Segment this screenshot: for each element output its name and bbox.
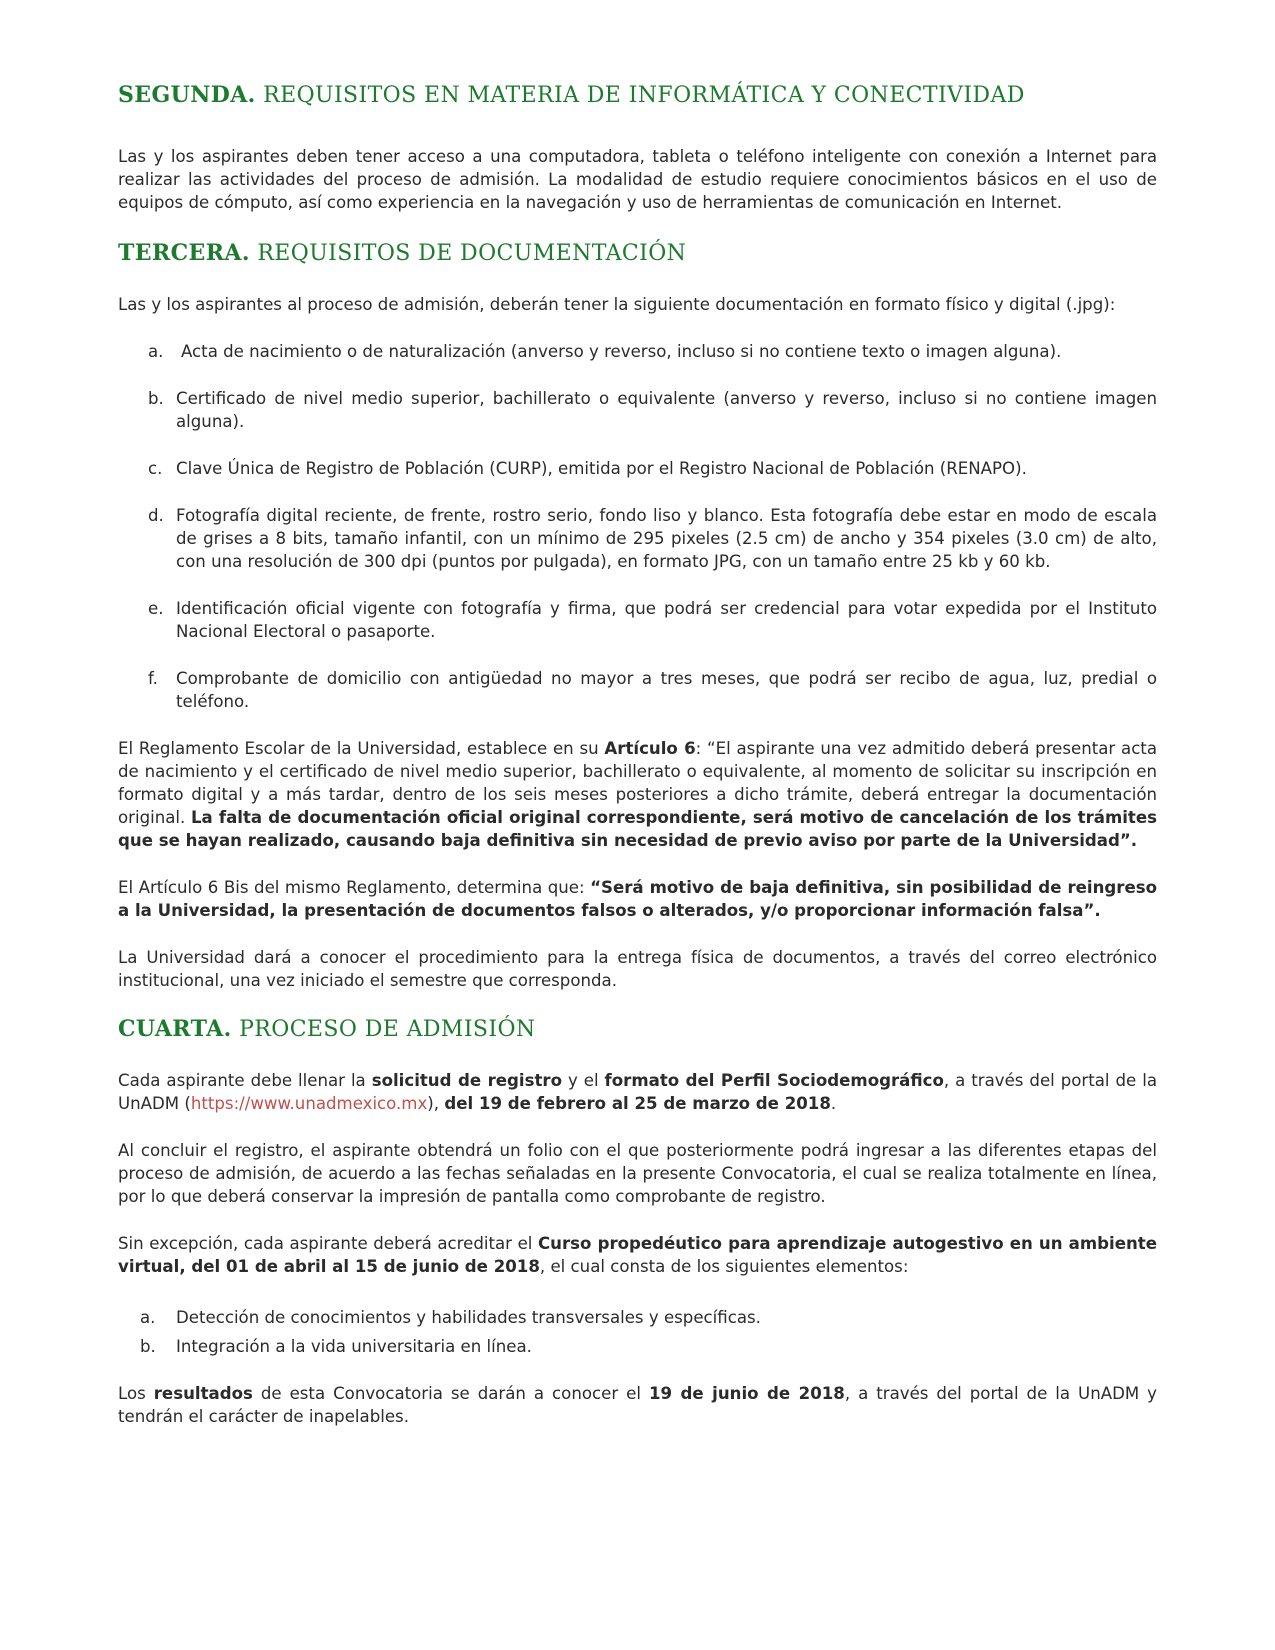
section-lead: SEGUNDA. <box>118 82 256 108</box>
list-item <box>118 1306 1157 1329</box>
paragraph-entrega-documentos: La Universidad dará a conocer el procedimiento para la entrega física de documentos, a través del correo electrónico institucional, una vez iniciado el semestre que corresponda. <box>118 948 1157 990</box>
bold-run: “Será motivo de baja definitiva, sin posibilidad de reingreso a la Universidad, la presentación de documentos falsos o alterados, y/o proporcionar información falsa”. <box>118 878 1157 920</box>
section-title-text: REQUISITOS EN MATERIA DE INFORMÁTICA Y CONECTIVIDAD <box>263 83 1025 108</box>
list-item-text: Certificado de nivel medio superior, bachillerato o equivalente (anverso y reverso, incluso si no contiene imagen alguna). <box>176 389 1157 431</box>
section-lead: TERCERA. <box>118 240 250 266</box>
bold-run: Artículo 6 <box>604 739 696 758</box>
bold-run: Curso propedéutico para aprendizaje autogestivo en un ambiente virtual, del 01 de abril al 15 de junio de 2018 <box>118 1234 1157 1276</box>
bold-run: del 19 de febrero al 25 de marzo de 2018 <box>444 1094 831 1113</box>
paragraph-curso-propedeutico <box>118 1232 1157 1278</box>
section-title-tercera <box>118 238 1157 269</box>
text-run: Cada aspirante debe llenar la <box>118 1071 372 1090</box>
curso-elements-list <box>118 1306 1157 1358</box>
text-run: . <box>830 1094 837 1113</box>
bold-run: 19 de junio de 2018 <box>648 1384 845 1403</box>
list-item <box>118 340 1157 363</box>
text-run: ), <box>427 1094 445 1113</box>
paragraph-registro <box>118 1069 1157 1115</box>
list-item <box>118 667 1157 713</box>
paragraph-folio: Al concluir el registro, el aspirante obtendrá un folio con el que posteriormente podrá ingresar a las diferentes etapas del proceso de admisión, de acuerdo a las fechas señaladas en la presente Convocatoria, el cual se realiza totalmente en línea, por lo que deberá conservar la impresión de pantalla como comprobante de registro. <box>118 1141 1157 1206</box>
list-marker: e. <box>148 599 164 618</box>
list-item-text: Fotografía digital reciente, de frente, rostro serio, fondo liso y blanco. Esta fotografía debe estar en modo de escala de grises a 8 bits, tamaño infantil, con un mínimo de 295 pixeles (2.5 cm) de ancho y 354 pixeles (3.0 cm) de alto, con una resolución de 300 dpi (puntos por pulgada), en formato JPG, con un tamaño entre 25 kb y 60 kb. <box>176 506 1157 571</box>
paragraph-conectividad: Las y los aspirantes deben tener acceso a una computadora, tableta o teléfono inteligente con conexión a Internet para realizar las actividades del proceso de admisión. La modalidad de estudio requiere conocimientos básicos en el uso de equipos de cómputo, así como experiencia en la navegación y uso de herramientas de comunicación en Internet. <box>118 147 1157 212</box>
list-item-text: Detección de conocimientos y habilidades transversales y específicas. <box>176 1308 761 1327</box>
unadm-portal-link[interactable]: https://www.unadmexico.mx <box>190 1094 428 1113</box>
text-run: y el <box>561 1071 605 1090</box>
list-marker: a. <box>148 342 164 361</box>
list-marker: f. <box>148 669 158 688</box>
list-marker: c. <box>148 459 163 478</box>
list-item <box>118 387 1157 433</box>
list-item-text: Clave Única de Registro de Población (CURP), emitida por el Registro Nacional de Población (RENAPO). <box>176 459 1027 478</box>
text-run: , a través del portal de la UnADM ( <box>118 1071 1157 1113</box>
text-run: Los <box>118 1384 154 1403</box>
bold-run: solicitud de registro <box>371 1071 562 1090</box>
paragraph-articulo-6-bis <box>118 876 1157 922</box>
text-run: de esta Convocatoria se darán a conocer el <box>252 1384 649 1403</box>
text-run: El Artículo 6 Bis del mismo Reglamento, determina que: <box>118 878 591 897</box>
list-item-text: Comprobante de domicilio con antigüedad no mayor a tres meses, que podrá ser recibo de agua, luz, predial o teléfono. <box>176 669 1157 711</box>
text-run: , a través del portal de la UnADM y tendrán el carácter de inapelables. <box>118 1384 1157 1426</box>
list-item <box>118 597 1157 643</box>
list-item-text: Identificación oficial vigente con fotografía y firma, que podrá ser credencial para votar expedida por el Instituto Nacional Electoral o pasaporte. <box>176 599 1157 641</box>
section-lead: CUARTA. <box>118 1016 232 1042</box>
list-item-text: Integración a la vida universitaria en línea. <box>176 1337 532 1356</box>
documents-list <box>118 340 1157 713</box>
paragraph-documentacion-intro: Las y los aspirantes al proceso de admisión, deberán tener la siguiente documentación en formato físico y digital (.jpg): <box>118 295 1116 314</box>
bold-run: resultados <box>153 1384 253 1403</box>
list-marker: b. <box>140 1337 156 1356</box>
paragraph-articulo-6 <box>118 737 1157 852</box>
list-item <box>118 504 1157 573</box>
bold-run: formato del Perfil Sociodemográfico <box>604 1071 944 1090</box>
list-marker: b. <box>148 389 164 408</box>
text-run: El Reglamento Escolar de la Universidad, establece en su <box>118 739 605 758</box>
list-item-text: Acta de nacimiento o de naturalización (anverso y reverso, incluso si no contiene texto o imagen alguna). <box>181 342 1062 361</box>
text-run: , el cual consta de los siguientes elementos: <box>539 1257 909 1276</box>
section-title-cuarta <box>118 1014 1157 1045</box>
text-run: Sin excepción, cada aspirante deberá acreditar el <box>118 1234 538 1253</box>
list-marker: d. <box>148 506 164 525</box>
section-title-text: REQUISITOS DE DOCUMENTACIÓN <box>257 241 687 266</box>
list-item <box>118 457 1157 480</box>
paragraph-resultados <box>118 1382 1157 1428</box>
bold-run: La falta de documentación oficial original correspondiente, será motivo de cancelación de los trámites que se hayan realizado, causando baja definitiva sin necesidad de previo aviso por parte de la Universidad”. <box>118 808 1157 850</box>
section-title-segunda <box>118 80 1157 111</box>
list-item <box>118 1335 1157 1358</box>
list-marker: a. <box>140 1308 156 1327</box>
section-title-text: PROCESO DE ADMISIÓN <box>239 1017 536 1042</box>
text-run: : “El aspirante una vez admitido deberá presentar acta de nacimiento y el certificado de nivel medio superior, bachillerato o equivalente, al momento de solicitar su inscripción en formato digital y a más tardar, dentro de los seis meses posteriores a dicho trámite, deberá entregar la documentación original. <box>118 739 1157 827</box>
